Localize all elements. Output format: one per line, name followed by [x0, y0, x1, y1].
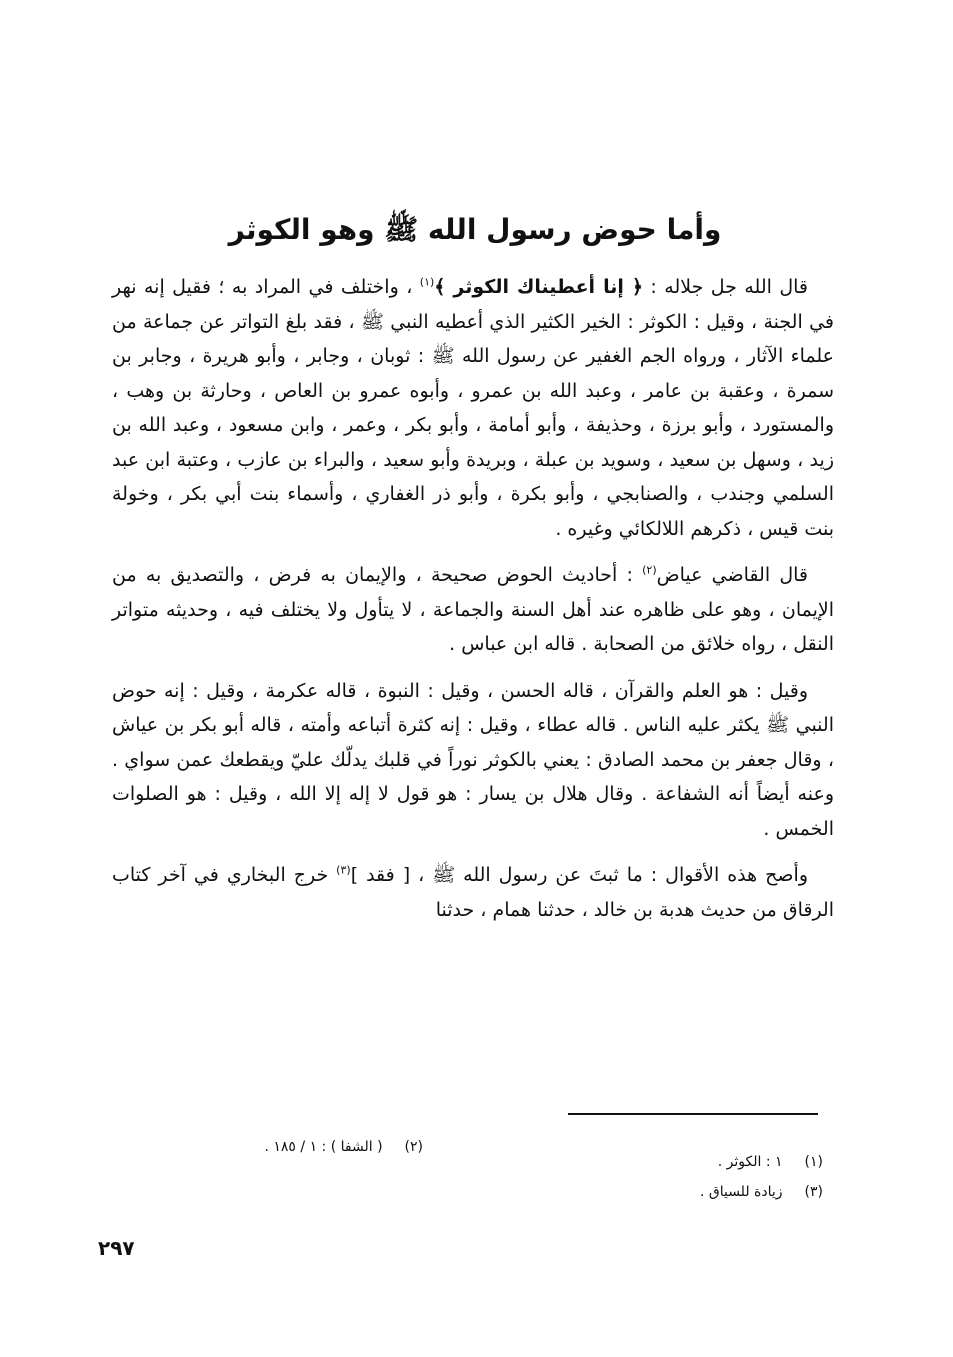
- footnote-ref-2[interactable]: (٢): [642, 563, 657, 577]
- page-number: ٢٩٧: [98, 1236, 135, 1260]
- footnote-1: [718, 1150, 823, 1174]
- footnote-2-number: (٢): [404, 1139, 423, 1155]
- footnote-1-text: ١ : الكوثر .: [717, 1154, 783, 1170]
- footnote-1-number: (١): [804, 1154, 823, 1170]
- footnote-ref-3[interactable]: (٣): [336, 863, 351, 877]
- footnote-ref-1[interactable]: (١): [419, 275, 435, 289]
- paragraph-3: وقيل : هو العلم والقرآن ، قاله الحسن ، وقيل : النبوة ، قاله عكرمة ، وقيل : إنه حوض النبي ﷺ يكثر عليه الناس . قاله عطاء ، وقيل : إنه كثرة أتباعه وأمته ، قاله أبو بكر بن عياش ، وقال جعفر بن محمد الصادق : يعني بالكوثر نوراً في قلبك يدلّك عليّ ويقطعك عمن سواي . وعنه أيضاً أنه الشفاعة . وقال هلال بن يسار : هو قول لا إله إلا الله ، وقيل : هو الصلوات الخمس .: [112, 679, 834, 840]
- paragraph-4: [112, 858, 834, 927]
- body-text: [112, 270, 834, 927]
- paragraph-2-intro: قال القاضي عياض: [656, 564, 808, 586]
- footnote-3: [700, 1180, 823, 1204]
- paragraph-1-intro: قال الله جل جلاله :: [643, 276, 808, 298]
- footnote-separator: [568, 1113, 818, 1115]
- footnote-3-number: (٣): [804, 1184, 823, 1200]
- section-heading: وأما حوض رسول الله ﷺ وهو الكوثر: [228, 213, 722, 246]
- paragraph-2-body: : أحاديث الحوض صحيحة ، والإيمان به فرض ، والتصديق به من الإيمان ، وهو على ظاهره عند أهل السنة والجماعة ، لا يتأول ولا يختلف فيه ، وحديثه متواتر النقل ، رواه خلائق من الصحابة . قاله ابن عباس .: [112, 564, 834, 655]
- paragraph-4-body: خرج البخاري في آخر كتاب الرقاق من حديث هدبة بن خالد ، حدثنا همام ، حدثنا: [112, 864, 834, 921]
- paragraph-4-intro: وأصح هذه الأقوال : ما ثبتَ عن رسول الله ﷺ ، [ فقد ]: [350, 864, 808, 886]
- footnote-3-text: زيادة للسياق .: [699, 1184, 783, 1200]
- paragraph-2: [112, 558, 834, 662]
- footnote-2: [264, 1135, 423, 1159]
- paragraph-1-body: ، واختلف في المراد به ؛ فقيل إنه نهر في الجنة ، وقيل : الكوثر : الخير الكثير الذي أعطيه النبي ﷺ ، فقد بلغ التواتر عن جماعة من علماء الآثار ، ورواه الجم الغفير عن رسول الله ﷺ : ثوبان ، وجابر ، وأبو هريرة ، وجابر بن سمرة ، وعقبة بن عامر ، وعبد الله بن عمرو ، وأبوه عمرو بن العاص ، وحارثة بن وهب ، والمستورد ، وأبو برزة ، وحذيفة ، وأبو أمامة ، وأبو بكر ، وعمر ، وابن مسعود ، وعبد الله بن زيد ، وسهل بن سعيد ، وسويد بن عبلة ، وبريدة وأبو سعيد ، والبراء بن عازب ، وعتبة ابن عبد السلمي وجندب ، والصنابجي ، وأبو بكرة ، وأبو ذر الغفاري ، وأسماء بنت أبي بكر ، وخولة بنت قيس ، ذكرهم اللالكائي وغيره .: [112, 276, 834, 540]
- quran-quote: ﴿ إنا أعطيناك الكوثر ﴾: [434, 276, 643, 298]
- footnote-2-text: ( الشفا ) : ١ / ١٨٥ .: [264, 1139, 383, 1155]
- paragraph-1: [112, 270, 834, 546]
